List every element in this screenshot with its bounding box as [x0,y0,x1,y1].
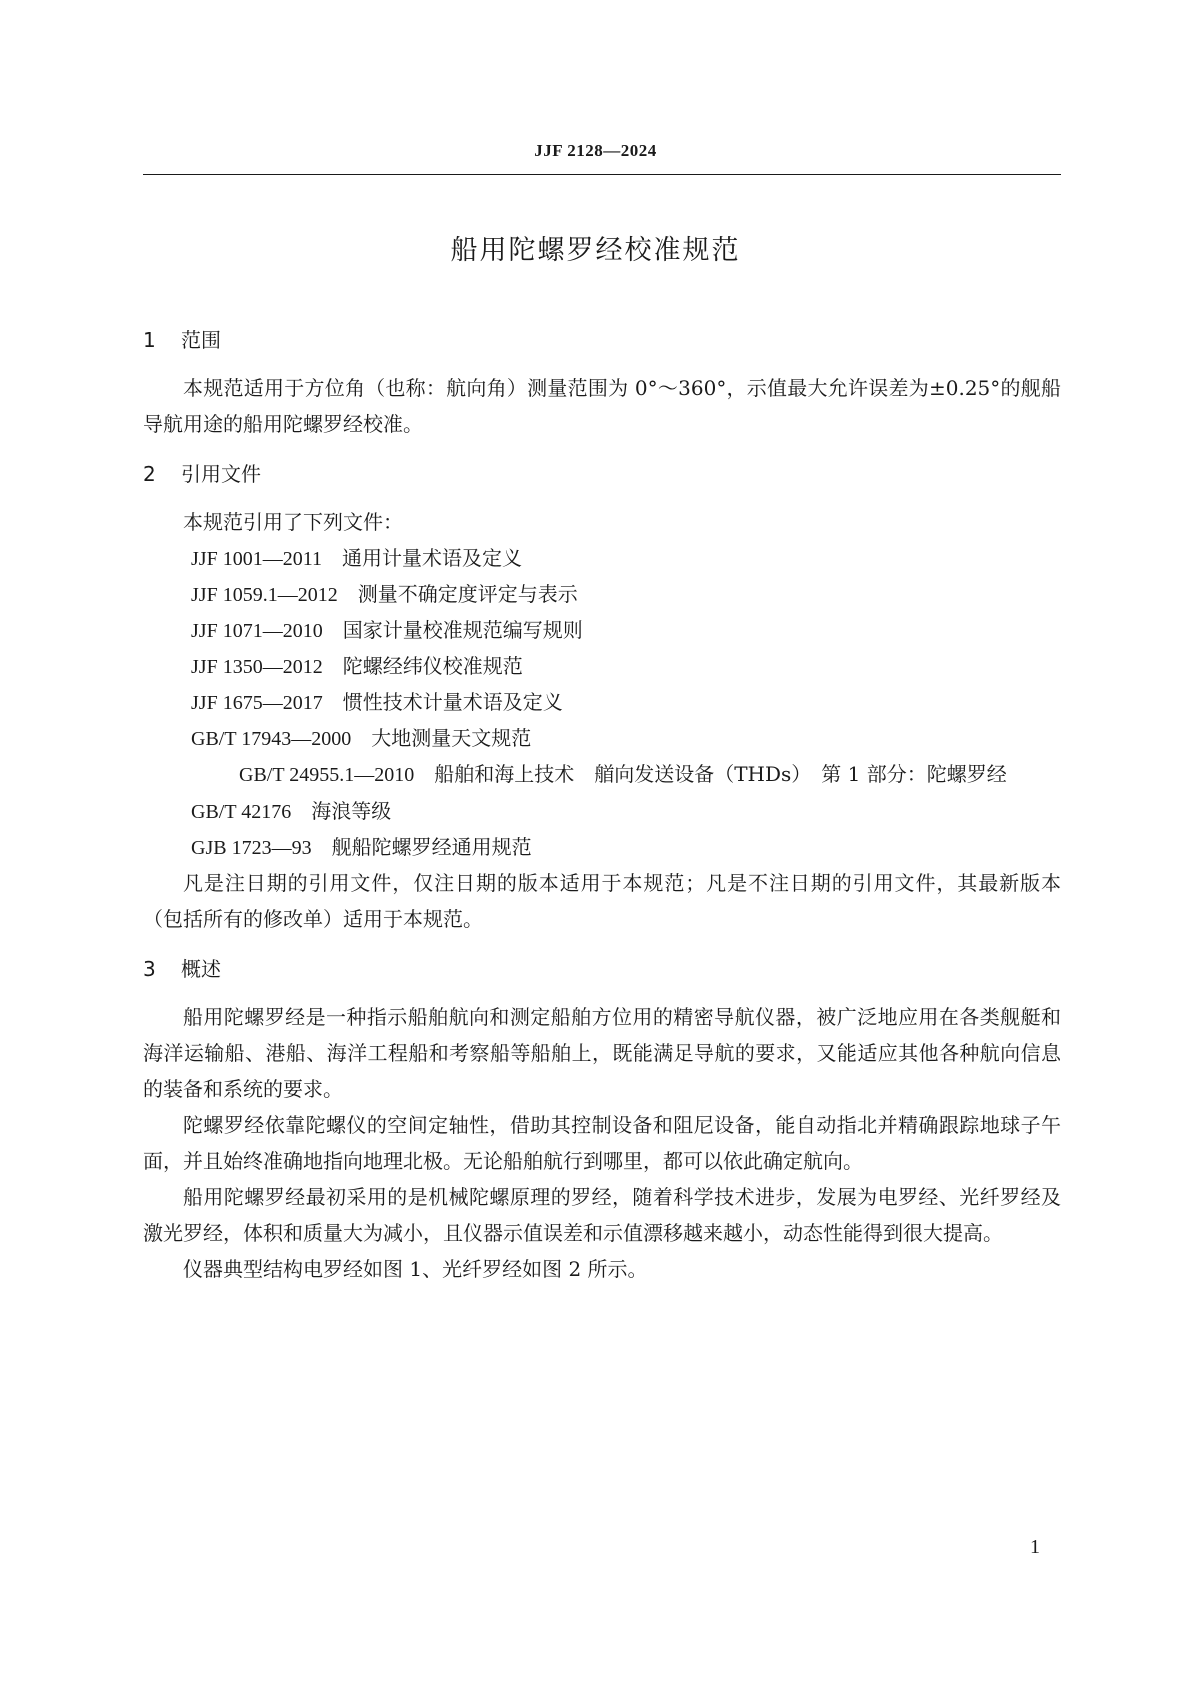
reference-code: GB/T 17943—2000 [191,728,352,750]
scope-paragraph: 本规范适用于方位角（也称：航向角）测量范围为 0°～360°，示值最大允许误差为±0.25°的舰船导航用途的船用陀螺罗经校准。 [143,376,1061,436]
reference-item [143,684,1061,720]
overview-paragraph: 船用陀螺罗经最初采用的是机械陀螺原理的罗经，随着科学技术进步，发展为电罗经、光纤罗经及激光罗经，体积和质量大为减小，且仪器示值误差和示值漂移越来越小，动态性能得到很大提高。 [143,1185,1061,1245]
reference-code: GJB 1723—93 [191,837,312,859]
reference-title: 陀螺经纬仪校准规范 [342,654,523,678]
overview-paragraph: 船用陀螺罗经是一种指示船舶航向和测定船舶方位用的精密导航仪器，被广泛地应用在各类舰艇和海洋运输船、港船、海洋工程船和考察船等船舶上，既能满足导航的要求，又能适应其他各种航向信息的装备和系统的要求。 [143,1005,1061,1101]
header-divider [143,174,1061,175]
overview-paragraph: 陀螺罗经依靠陀螺仪的空间定轴性，借助其控制设备和阻尼设备，能自动指北并精确跟踪地球子午面，并且始终准确地指向地理北极。无论船舶航行到哪里，都可以依此确定航向。 [143,1113,1061,1173]
reference-code: JJF 1675—2017 [191,692,323,714]
reference-title: 船舶和海上技术 艏向发送设备（THDs） 第 1 部分：陀螺罗经 [434,762,1007,786]
reference-title: 通用计量术语及定义 [341,546,522,570]
section-number: 2 [143,462,156,486]
overview-paragraph: 仪器典型结构电罗经如图 1、光纤罗经如图 2 所示。 [183,1257,648,1281]
standard-code-header: JJF 2128—2024 [534,141,657,160]
references-note: 凡是注日期的引用文件，仅注日期的版本适用于本规范；凡是不注日期的引用文件，其最新版本（包括所有的修改单）适用于本规范。 [143,871,1061,931]
section-title: 概述 [181,957,221,981]
reference-title: 大地测量天文规范 [371,726,532,750]
reference-code: GB/T 24955.1—2010 [239,764,415,786]
reference-item [143,648,1061,684]
reference-code: JJF 1001—2011 [191,548,322,570]
reference-title: 海浪等级 [311,799,392,823]
reference-item [143,720,1061,756]
reference-code: GB/T 42176 [191,801,292,823]
document-title: 船用陀螺罗经校准规范 [450,235,741,266]
section-1-heading [143,322,1061,358]
reference-title: 舰船陀螺罗经通用规范 [331,835,532,859]
reference-code: JJF 1350—2012 [191,656,323,678]
reference-title: 国家计量校准规范编写规则 [342,618,583,642]
section-2-heading [143,456,1061,492]
section-number: 1 [143,328,156,352]
references-intro: 本规范引用了下列文件： [183,510,403,534]
page-number: 1 [1030,1536,1040,1558]
reference-item [143,576,1061,612]
reference-title: 测量不确定度评定与表示 [357,582,578,606]
document-body [143,322,1061,1287]
reference-item [143,540,1061,576]
reference-code: JJF 1071—2010 [191,620,323,642]
reference-item [143,793,1061,829]
section-3-heading [143,951,1061,987]
reference-title: 惯性技术计量术语及定义 [342,690,563,714]
reference-item [143,612,1061,648]
section-title: 引用文件 [181,462,261,486]
section-title: 范围 [181,328,221,352]
section-number: 3 [143,957,156,981]
reference-item [143,829,1061,865]
reference-item [143,756,1061,793]
reference-code: JJF 1059.1—2012 [191,584,338,606]
